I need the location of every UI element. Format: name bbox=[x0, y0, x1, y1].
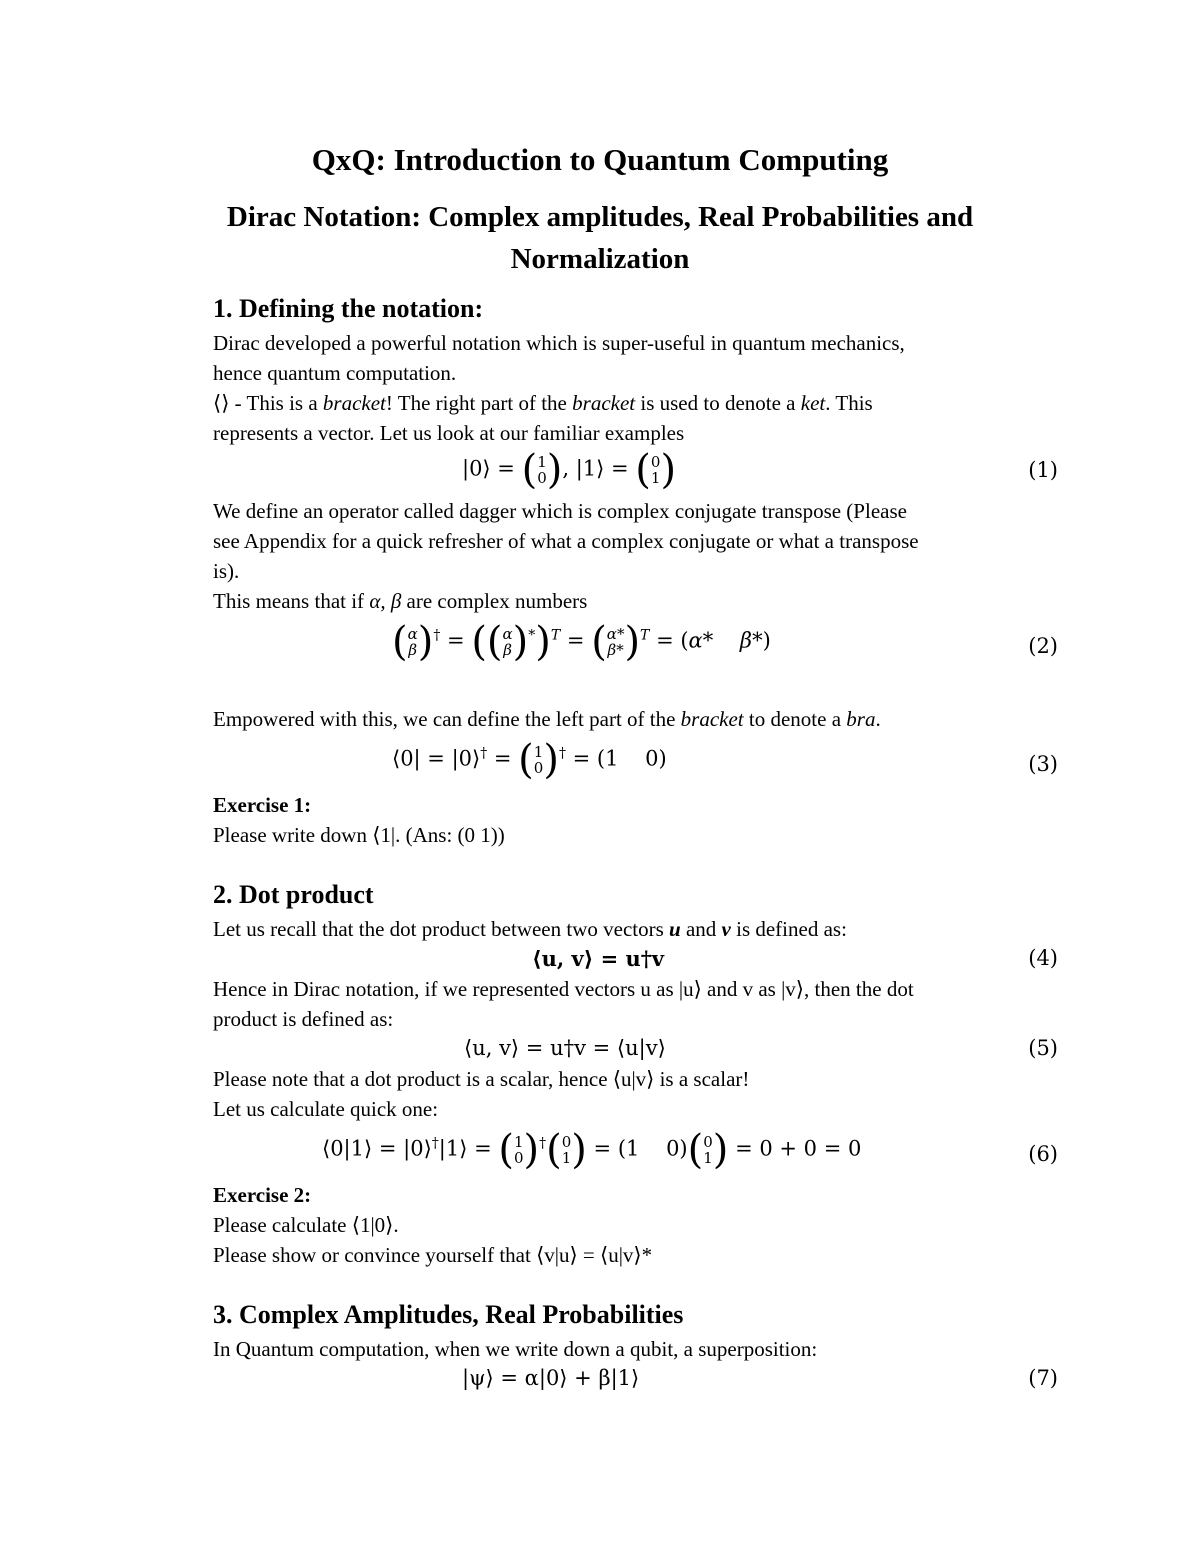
exercise-1-title: Exercise 1: bbox=[213, 793, 312, 817]
equation-1: |0⟩ = ( 1 0 ), |1⟩ = ( 0 1 ) (1) bbox=[462, 447, 1058, 493]
document-subtitle-line1: Dirac Notation: Complex amplitudes, Real Probabilities and bbox=[226, 201, 974, 233]
section-1-heading: 1. Defining the notation: bbox=[213, 294, 484, 323]
equation-2: ( α β )† = (( α β )*)$^T$ = ( α* β* )$^T$ = (α* β*) (2) bbox=[392, 619, 1058, 665]
s1-complex-line: This means that if α, β are complex numbers bbox=[213, 589, 588, 613]
s1-paragraph-line: We define an operator called dagger which is complex conjugate transpose (Please bbox=[213, 499, 907, 523]
s2-dot-line: Let us recall that the dot product between two vectors u and v is defined as: bbox=[213, 917, 847, 941]
s1-paragraph-line: is). bbox=[213, 559, 240, 583]
equation-7: |ψ⟩ = α|0⟩ + β|1⟩ (7) bbox=[462, 1366, 1058, 1390]
s1-paragraph-line: hence quantum computation. bbox=[213, 361, 457, 385]
equation-5: ⟨u, v⟩ = u†v = ⟨u|v⟩ (5) bbox=[464, 1036, 1058, 1060]
s2-paragraph-line: Hence in Dirac notation, if we represented vectors u as |u⟩ and v as |v⟩, then the dot bbox=[213, 977, 914, 1001]
s2-paragraph-line: Let us calculate quick one: bbox=[213, 1097, 439, 1121]
exercise-2-line: Please calculate ⟨1|0⟩. bbox=[213, 1213, 399, 1237]
exercise-2-title: Exercise 2: bbox=[213, 1183, 312, 1207]
equation-3: ⟨0| = |0⟩† = ( 1 0 )† = (1 0) (3) bbox=[392, 737, 1058, 783]
s3-paragraph-line: In Quantum computation, when we write down a qubit, a superposition: bbox=[213, 1337, 818, 1361]
exercise-1-text: Please write down ⟨1|. (Ans: (0 1)) bbox=[213, 823, 505, 847]
s1-paragraph-line: Dirac developed a powerful notation which is super-useful in quantum mechanics, bbox=[213, 331, 905, 355]
s1-paragraph-line: represents a vector. Let us look at our familiar examples bbox=[213, 421, 685, 445]
document-subtitle-line2: Normalization bbox=[510, 243, 690, 275]
s2-paragraph-line: Please note that a dot product is a scalar, hence ⟨u|v⟩ is a scalar! bbox=[213, 1067, 750, 1091]
document-title: QxQ: Introduction to Quantum Computing bbox=[311, 142, 889, 177]
section-3-heading: 3. Complex Amplitudes, Real Probabilities bbox=[213, 1300, 684, 1329]
exercise-2-line: Please show or convince yourself that ⟨v|u⟩ = ⟨u|v⟩* bbox=[213, 1243, 653, 1267]
section-2-heading: 2. Dot product bbox=[213, 880, 374, 909]
s1-paragraph-line: see Appendix for a quick refresher of what a complex conjugate or what a transpose bbox=[213, 529, 919, 553]
equation-6: ⟨0|1⟩ = |0⟩†|1⟩ = ( 1 0 )†( 0 1 ) = (1 0)( 0 1 ) = 0 + 0 = 0 (6) bbox=[322, 1127, 1058, 1173]
s1-bra-line: Empowered with this, we can define the left part of the bracket to denote a bra. bbox=[213, 707, 881, 731]
equation-4: ⟨u, v⟩ = u†v (4) bbox=[532, 946, 1058, 971]
s1-bracket-line: ⟨⟩ - This is a bracket! The right part of the bracket is used to denote a ket. This bbox=[213, 391, 873, 415]
s2-paragraph-line: product is defined as: bbox=[213, 1007, 394, 1031]
